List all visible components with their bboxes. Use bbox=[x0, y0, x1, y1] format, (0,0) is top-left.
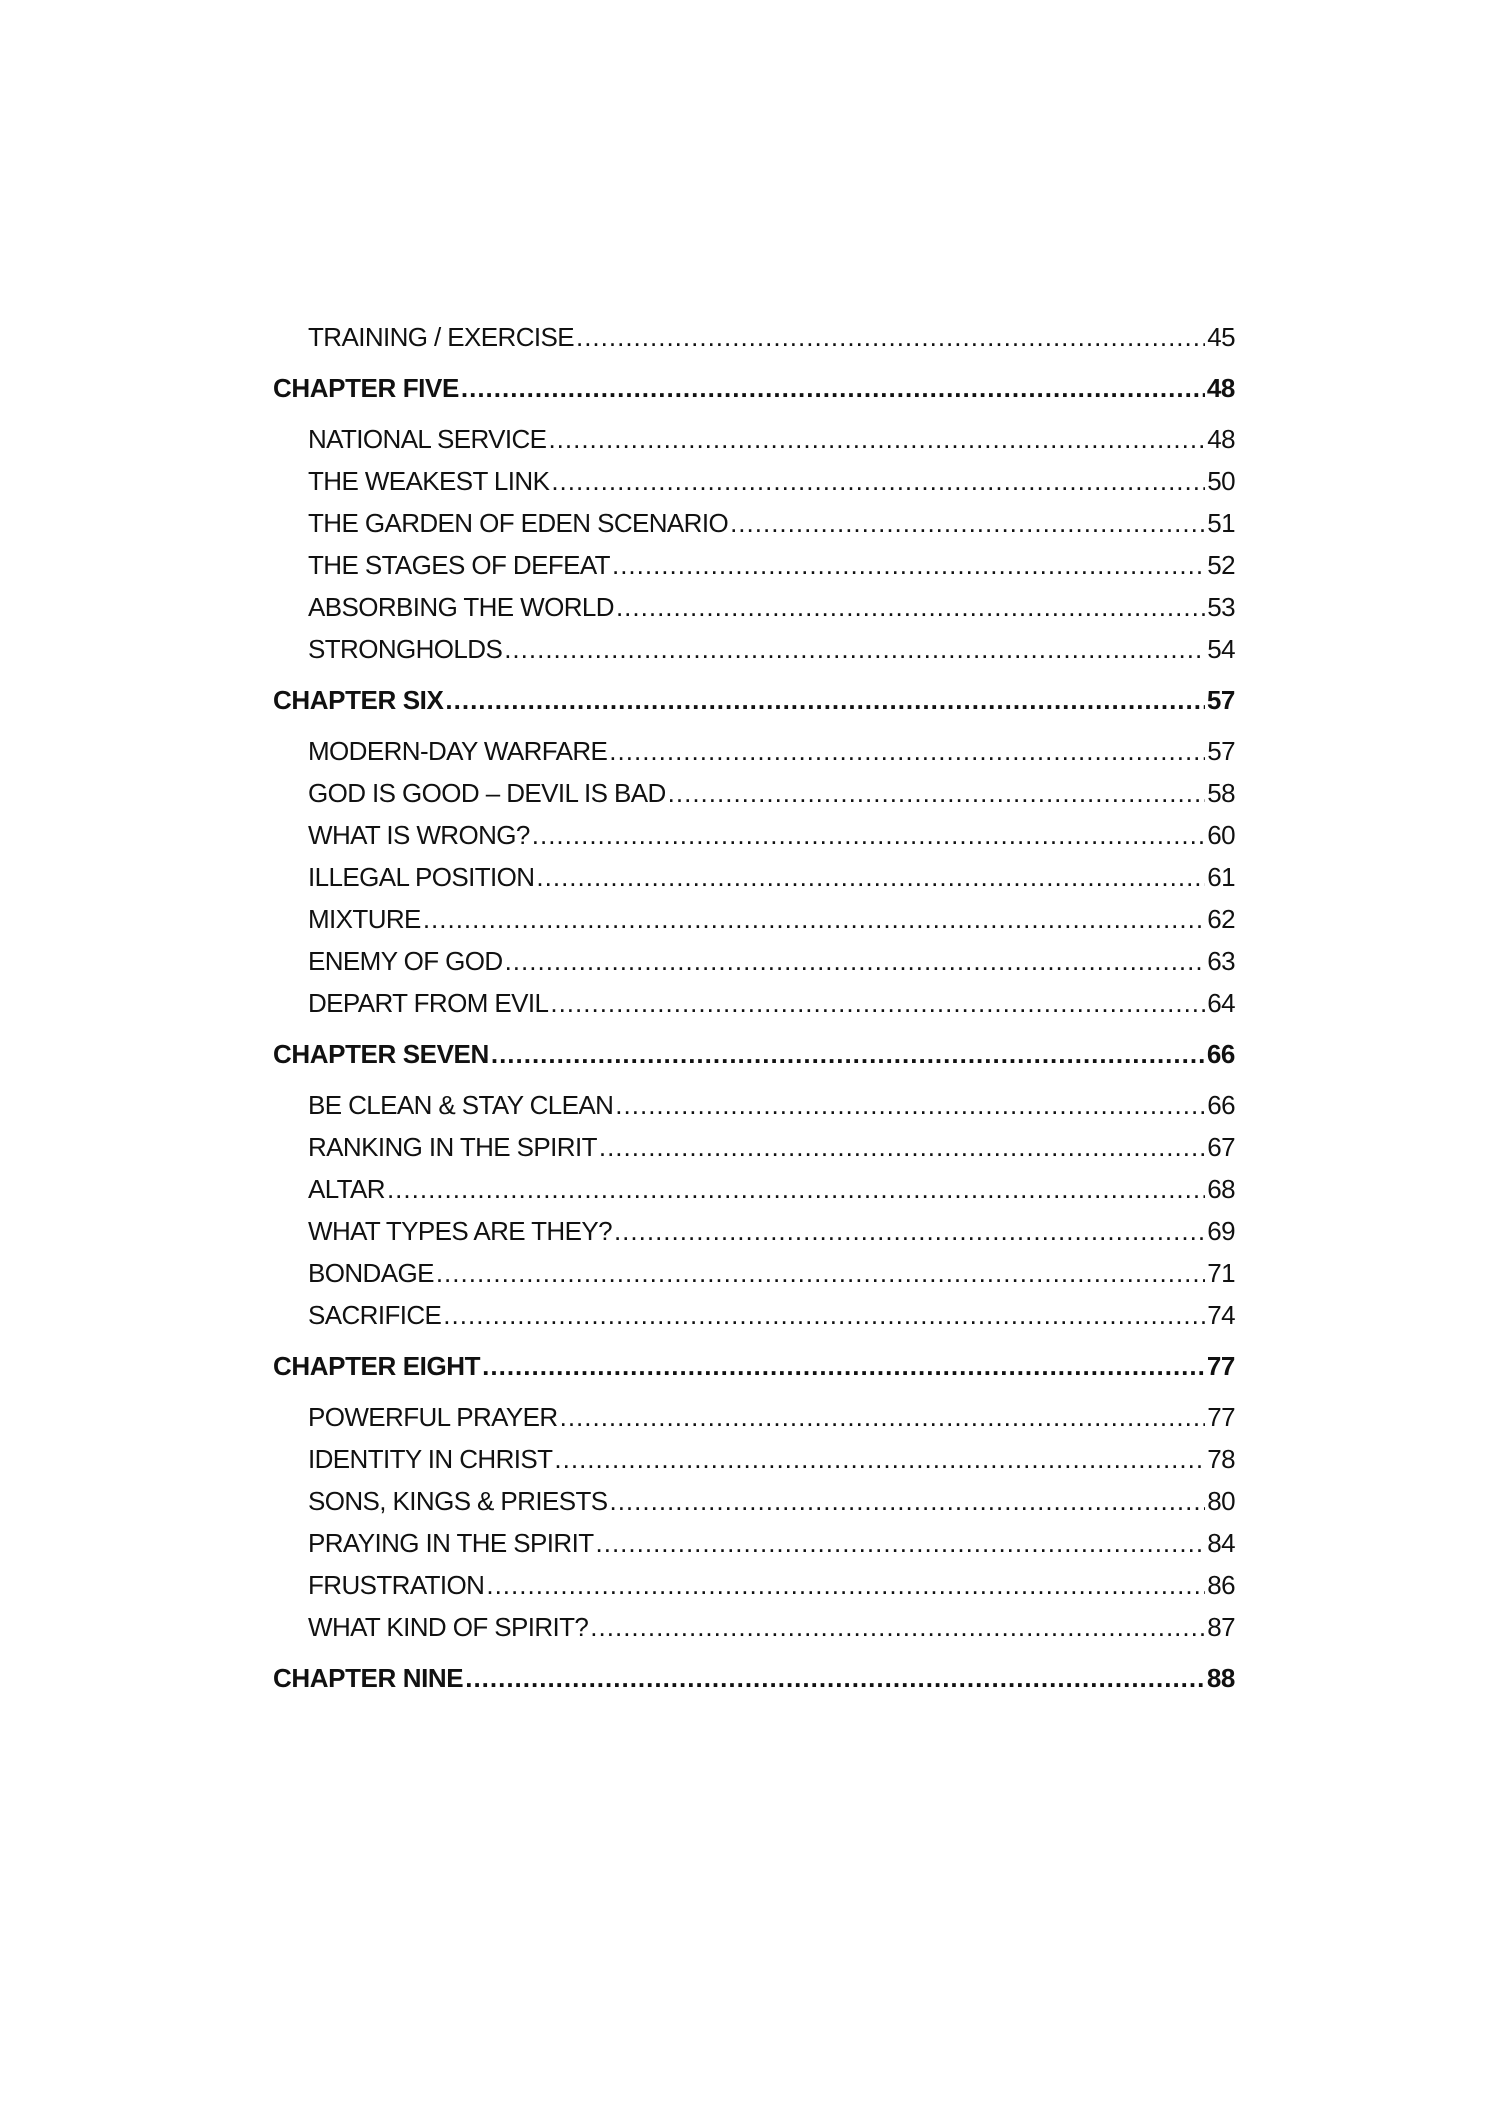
dot-leader bbox=[551, 460, 1205, 502]
toc-entry-page: 86 bbox=[1207, 1570, 1235, 1600]
toc-entry-section[interactable] bbox=[273, 1210, 1235, 1252]
table-of-contents bbox=[273, 316, 1235, 1708]
toc-entry-title: ALTAR bbox=[308, 1174, 385, 1204]
toc-entry-chapter[interactable] bbox=[273, 670, 1235, 730]
dot-leader bbox=[532, 814, 1206, 856]
toc-entry-title: RANKING IN THE SPIRIT bbox=[308, 1132, 597, 1162]
dot-leader bbox=[491, 1024, 1205, 1084]
toc-entry-title: CHAPTER FIVE bbox=[273, 373, 459, 403]
dot-leader bbox=[560, 1396, 1206, 1438]
toc-entry-section[interactable] bbox=[273, 814, 1235, 856]
dot-leader bbox=[612, 544, 1205, 586]
toc-entry-title: FRUSTRATION bbox=[308, 1570, 485, 1600]
toc-entry-page: 84 bbox=[1207, 1528, 1235, 1558]
toc-entry-page: 48 bbox=[1206, 373, 1235, 403]
toc-entry-section[interactable] bbox=[273, 1564, 1235, 1606]
toc-entry-section[interactable] bbox=[273, 1606, 1235, 1648]
toc-entry-title: TRAINING / EXERCISE bbox=[308, 322, 574, 352]
toc-entry-title: BONDAGE bbox=[308, 1258, 434, 1288]
toc-entry-section[interactable] bbox=[273, 898, 1235, 940]
toc-entry-title: WHAT TYPES ARE THEY? bbox=[308, 1216, 612, 1246]
toc-entry-page: 80 bbox=[1207, 1486, 1235, 1516]
toc-entry-page: 71 bbox=[1207, 1258, 1235, 1288]
toc-entry-section[interactable] bbox=[273, 1168, 1235, 1210]
toc-entry-title: CHAPTER EIGHT bbox=[273, 1351, 481, 1381]
toc-entry-page: 48 bbox=[1207, 424, 1235, 454]
toc-entry-page: 63 bbox=[1207, 946, 1235, 976]
dot-leader bbox=[436, 1252, 1205, 1294]
toc-entry-section[interactable] bbox=[273, 544, 1235, 586]
toc-entry-page: 54 bbox=[1207, 634, 1235, 664]
toc-entry-section[interactable] bbox=[273, 502, 1235, 544]
dot-leader bbox=[504, 628, 1205, 670]
toc-entry-section[interactable] bbox=[273, 418, 1235, 460]
toc-entry-page: 57 bbox=[1207, 736, 1235, 766]
toc-entry-page: 45 bbox=[1207, 322, 1235, 352]
dot-leader bbox=[599, 1126, 1205, 1168]
dot-leader bbox=[443, 1294, 1205, 1336]
toc-entry-page: 88 bbox=[1206, 1663, 1235, 1693]
dot-leader bbox=[423, 898, 1205, 940]
toc-entry-page: 61 bbox=[1207, 862, 1235, 892]
toc-entry-page: 52 bbox=[1207, 550, 1235, 580]
toc-entry-page: 53 bbox=[1207, 592, 1235, 622]
toc-entry-page: 68 bbox=[1207, 1174, 1235, 1204]
toc-entry-title: IDENTITY IN CHRIST bbox=[308, 1444, 553, 1474]
dot-leader bbox=[576, 316, 1205, 358]
toc-entry-page: 50 bbox=[1207, 466, 1235, 496]
toc-entry-chapter[interactable] bbox=[273, 1336, 1235, 1396]
dot-leader bbox=[461, 358, 1205, 418]
dot-leader bbox=[486, 1564, 1205, 1606]
toc-entry-title: NATIONAL SERVICE bbox=[308, 424, 547, 454]
toc-entry-page: 60 bbox=[1207, 820, 1235, 850]
dot-leader bbox=[596, 1522, 1206, 1564]
dot-leader bbox=[482, 1336, 1205, 1396]
toc-entry-title: MODERN-DAY WARFARE bbox=[308, 736, 608, 766]
dot-leader bbox=[609, 730, 1205, 772]
toc-entry-title: WHAT KIND OF SPIRIT? bbox=[308, 1612, 589, 1642]
dot-leader bbox=[615, 1084, 1205, 1126]
dot-leader bbox=[590, 1606, 1205, 1648]
toc-entry-section[interactable] bbox=[273, 1438, 1235, 1480]
toc-entry-title: PRAYING IN THE SPIRIT bbox=[308, 1528, 594, 1558]
toc-entry-section[interactable] bbox=[273, 1396, 1235, 1438]
toc-entry-title: CHAPTER SEVEN bbox=[273, 1039, 489, 1069]
toc-entry-chapter[interactable] bbox=[273, 1024, 1235, 1084]
toc-entry-page: 66 bbox=[1206, 1039, 1235, 1069]
dot-leader bbox=[465, 1648, 1205, 1708]
toc-entry-section[interactable] bbox=[273, 1294, 1235, 1336]
toc-entry-chapter[interactable] bbox=[273, 358, 1235, 418]
toc-entry-title: CHAPTER SIX bbox=[273, 685, 444, 715]
toc-entry-page: 66 bbox=[1207, 1090, 1235, 1120]
toc-entry-page: 78 bbox=[1207, 1444, 1235, 1474]
toc-entry-section[interactable] bbox=[273, 1252, 1235, 1294]
toc-entry-title: DEPART FROM EVIL bbox=[308, 988, 549, 1018]
toc-entry-section[interactable] bbox=[273, 628, 1235, 670]
dot-leader bbox=[548, 418, 1205, 460]
toc-entry-section[interactable] bbox=[273, 940, 1235, 982]
dot-leader bbox=[730, 502, 1205, 544]
dot-leader bbox=[616, 586, 1205, 628]
toc-entry-page: 64 bbox=[1207, 988, 1235, 1018]
toc-entry-title: GOD IS GOOD – DEVIL IS BAD bbox=[308, 778, 666, 808]
toc-entry-page: 77 bbox=[1207, 1402, 1235, 1432]
toc-entry-section[interactable] bbox=[273, 1522, 1235, 1564]
toc-entry-section[interactable] bbox=[273, 856, 1235, 898]
toc-entry-section[interactable] bbox=[273, 1084, 1235, 1126]
toc-entry-title: MIXTURE bbox=[308, 904, 421, 934]
toc-entry-page: 51 bbox=[1207, 508, 1235, 538]
toc-entry-chapter[interactable] bbox=[273, 1648, 1235, 1708]
toc-entry-title: POWERFUL PRAYER bbox=[308, 1402, 558, 1432]
toc-entry-section[interactable] bbox=[273, 982, 1235, 1024]
toc-entry-title: THE STAGES OF DEFEAT bbox=[308, 550, 610, 580]
toc-entry-section[interactable] bbox=[273, 1126, 1235, 1168]
toc-entry-page: 74 bbox=[1207, 1300, 1235, 1330]
toc-entry-title: THE GARDEN OF EDEN SCENARIO bbox=[308, 508, 729, 538]
dot-leader bbox=[536, 856, 1205, 898]
toc-entry-section[interactable] bbox=[273, 460, 1235, 502]
dot-leader bbox=[445, 670, 1204, 730]
toc-entry-section[interactable] bbox=[273, 730, 1235, 772]
dot-leader bbox=[668, 772, 1206, 814]
dot-leader bbox=[554, 1438, 1205, 1480]
toc-entry-page: 62 bbox=[1207, 904, 1235, 934]
toc-entry-title: ENEMY OF GOD bbox=[308, 946, 503, 976]
toc-entry-title: THE WEAKEST LINK bbox=[308, 466, 550, 496]
toc-entry-section[interactable] bbox=[273, 772, 1235, 814]
dot-leader bbox=[550, 982, 1205, 1024]
toc-entry-page: 87 bbox=[1207, 1612, 1235, 1642]
toc-entry-title: ILLEGAL POSITION bbox=[308, 862, 535, 892]
toc-entry-page: 58 bbox=[1207, 778, 1235, 808]
dot-leader bbox=[614, 1210, 1205, 1252]
toc-entry-title: BE CLEAN & STAY CLEAN bbox=[308, 1090, 614, 1120]
dot-leader bbox=[387, 1168, 1205, 1210]
toc-entry-title: ABSORBING THE WORLD bbox=[308, 592, 614, 622]
toc-entry-page: 69 bbox=[1207, 1216, 1235, 1246]
toc-entry-title: WHAT IS WRONG? bbox=[308, 820, 530, 850]
toc-entry-section[interactable] bbox=[273, 1480, 1235, 1522]
dot-leader bbox=[609, 1480, 1205, 1522]
toc-entry-title: SONS, KINGS & PRIESTS bbox=[308, 1486, 608, 1516]
toc-entry-title: CHAPTER NINE bbox=[273, 1663, 464, 1693]
toc-entry-section[interactable] bbox=[273, 586, 1235, 628]
toc-entry-page: 67 bbox=[1207, 1132, 1235, 1162]
dot-leader bbox=[505, 940, 1206, 982]
toc-entry-title: STRONGHOLDS bbox=[308, 634, 503, 664]
toc-entry-page: 77 bbox=[1206, 1351, 1235, 1381]
toc-entry-section[interactable] bbox=[273, 316, 1235, 358]
toc-entry-page: 57 bbox=[1206, 685, 1235, 715]
toc-entry-title: SACRIFICE bbox=[308, 1300, 442, 1330]
